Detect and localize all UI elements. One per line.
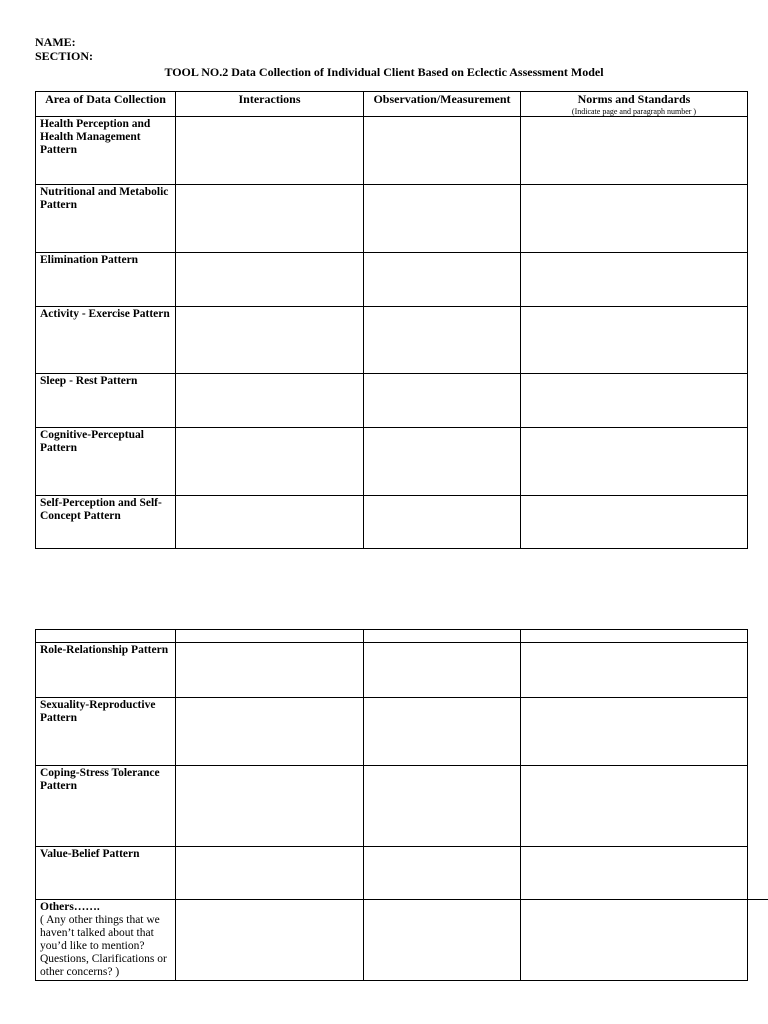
table-row [36,307,748,374]
interactions-cell[interactable] [176,766,364,847]
others-note: ( Any other things that we haven’t talked about that you’d like to mention? Questions, Clarifications or other concerns? ) [40,914,167,978]
row-label-nutritional-metabolic: Nutritional and Metabolic Pattern [36,185,176,253]
norms-cell[interactable] [521,496,748,549]
table-row [36,185,748,253]
interactions-cell[interactable] [176,253,364,307]
row-label-sleep-rest: Sleep - Rest Pattern [36,374,176,428]
observation-cell[interactable] [364,117,521,185]
interactions-cell[interactable] [176,698,364,766]
row-label-sexuality-reproductive: Sexuality-Reproductive Pattern [36,698,176,766]
row-label-cognitive-perceptual: Cognitive-Perceptual Pattern [36,428,176,496]
row-label-coping-stress: Coping-Stress Tolerance Pattern [36,766,176,847]
norms-cell[interactable] [521,428,748,496]
observation-cell[interactable] [364,253,521,307]
interactions-cell[interactable] [176,496,364,549]
observation-cell[interactable] [364,374,521,428]
table-row [36,847,748,900]
document-title-text: TOOL NO.2 Data Collection of Individual Client Based on Eclectic Assessment Model [164,65,604,79]
table-edge-line [747,899,768,900]
assessment-table-page-1 [35,91,748,549]
norms-cell[interactable] [521,766,748,847]
table-row [36,253,748,307]
norms-cell[interactable] [521,307,748,374]
others-label: Others……. [40,901,100,913]
norms-cell[interactable] [521,847,748,900]
observation-cell[interactable] [364,428,521,496]
section-label: SECTION: [35,49,94,63]
observation-cell[interactable] [364,766,521,847]
row-label-role-relationship: Role-Relationship Pattern [36,643,176,698]
norms-cell[interactable] [521,900,748,981]
interactions-cell[interactable] [176,185,364,253]
observation-cell[interactable] [364,900,521,981]
observation-cell[interactable] [364,698,521,766]
column-header-observation: Observation/Measurement [364,92,521,117]
interactions-cell[interactable] [176,374,364,428]
column-header-norms-note: (Indicate page and paragraph number ) [571,107,697,116]
norms-cell[interactable] [521,185,748,253]
assessment-table-page-2 [35,629,748,981]
table-row [36,698,748,766]
row-label-self-perception: Self-Perception and Self-Concept Pattern [36,496,176,549]
row-label-others [36,900,176,981]
norms-cell[interactable] [521,698,748,766]
observation-cell[interactable] [364,185,521,253]
table-row [36,428,748,496]
row-label-health-perception: Health Perception and Health Management Pattern [36,117,176,185]
norms-cell[interactable] [521,117,748,185]
table-row [36,117,748,185]
row-label-elimination: Elimination Pattern [36,253,176,307]
column-header-norms [521,92,748,117]
column-header-norms-label: Norms and Standards [577,92,691,106]
column-header-area: Area of Data Collection [36,92,176,117]
norms-cell[interactable] [521,253,748,307]
row-label-value-belief: Value-Belief Pattern [36,847,176,900]
table-header-row [36,92,748,117]
table-row [36,766,748,847]
table-spacer-row [36,630,748,643]
observation-cell[interactable] [364,847,521,900]
interactions-cell[interactable] [176,847,364,900]
interactions-cell[interactable] [176,117,364,185]
interactions-cell[interactable] [176,900,364,981]
interactions-cell[interactable] [176,428,364,496]
table-row [36,496,748,549]
table-row [36,374,748,428]
observation-cell[interactable] [364,307,521,374]
name-label: NAME: [35,35,76,49]
document-title [0,65,768,80]
table-row [36,643,748,698]
interactions-cell[interactable] [176,307,364,374]
norms-cell[interactable] [521,374,748,428]
row-label-activity-exercise: Activity - Exercise Pattern [36,307,176,374]
table-row [36,900,748,981]
observation-cell[interactable] [364,643,521,698]
interactions-cell[interactable] [176,643,364,698]
column-header-interactions: Interactions [176,92,364,117]
observation-cell[interactable] [364,496,521,549]
norms-cell[interactable] [521,643,748,698]
